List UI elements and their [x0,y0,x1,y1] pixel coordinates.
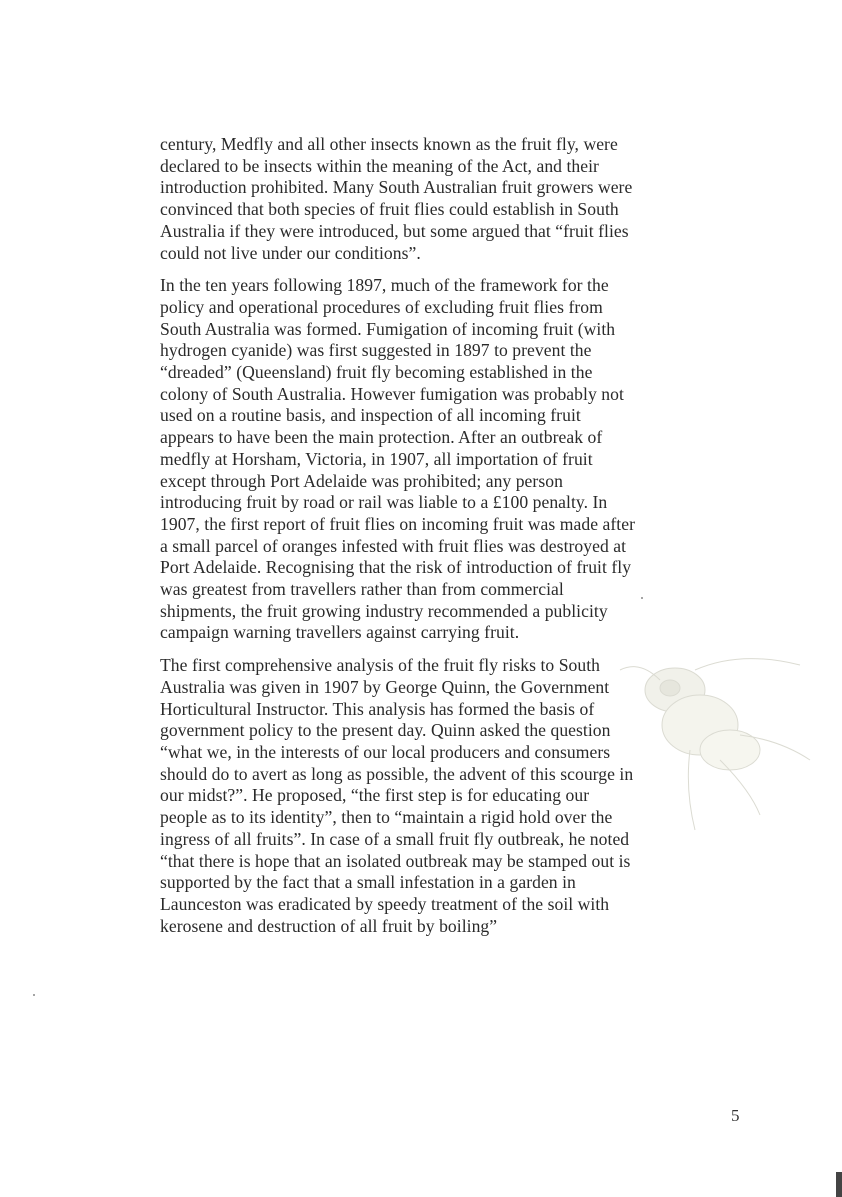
body-text [160,134,638,948]
paragraph-2: In the ten years following 1897, much of the framework for the policy and operational procedures of excluding fruit flies from South Australia was formed. Fumigation of incoming fruit (with hydrogen cyanide) was first suggested in 1897 to prevent the “dreaded” (Queensland) fruit fly becoming established in the colony of South Australia. However fumigation was probably not used on a routine basis, and inspection of all incoming fruit appears to have been the main protection. After an outbreak of medfly at Horsham, Victoria, in 1907, all importation of fruit except through Port Adelaide was prohibited; any person introducing fruit by road or rail was liable to a £100 penalty. In 1907, the first report of fruit flies on incoming fruit was made after a small parcel of oranges infested with fruit flies was destroyed at Port Adelaide. Recognising that the risk of introduction of fruit fly was greatest from travellers rather than from commercial shipments, the fruit growing industry recommended a publicity campaign warning travellers against carrying fruit. [160,275,635,643]
speck [33,994,35,996]
paragraph-1: century, Medfly and all other insects known as the fruit fly, were declared to be insects within the meaning of the Act, and their introduction prohibited. Many South Australian fruit growers were convinced that both species of fruit flies could establish in South Australia if they were introduced, but some argued that “fruit flies could not live under our conditions”. [160,134,633,263]
speck [641,597,643,599]
fruit-fly-icon [600,640,820,840]
paragraph-3: The first comprehensive analysis of the fruit fly risks to South Australia was given in 1907 by George Quinn, the Government Horticultural Instructor. This analysis has formed the basis of government policy to the present day. Quinn asked the question “what we, in the interests of our local producers and consumers should do to avert as long as possible, the advent of this scourge in our midst?”. He proposed, “the first step is for educating our people as to its identity”, then to “maintain a rigid hold over the ingress of all fruits”. In case of a small fruit fly outbreak, he noted “that there is hope that an isolated outbreak may be stamped out is supported by the fact that a small infestation in a garden in Launceston was eradicated by speedy treatment of the soil with kerosene and destruction of all fruit by boiling” [160,655,634,936]
page-number: 5 [731,1106,740,1125]
page-edge-mark [836,1172,842,1197]
